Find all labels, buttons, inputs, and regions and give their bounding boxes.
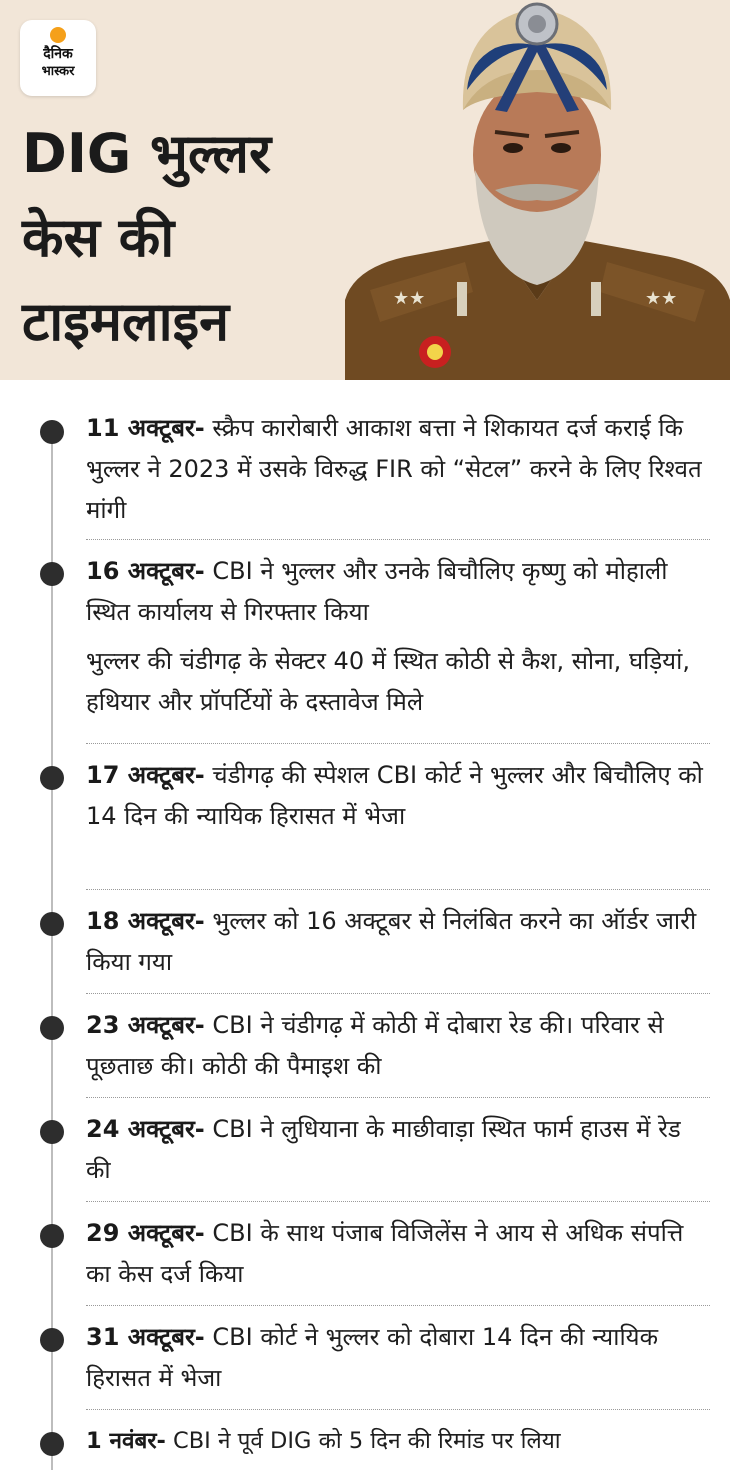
entry-date: 24 अक्टूबर- xyxy=(86,1115,205,1143)
divider xyxy=(86,889,710,890)
entry-text: CBI कोर्ट ने भुल्लर को दोबारा 14 दिन की न्यायिक हिरासत में भेजा xyxy=(86,1323,659,1392)
timeline xyxy=(0,380,730,1484)
title-line-3: टाइमलाइन xyxy=(22,290,230,353)
timeline-dot xyxy=(40,420,64,444)
title-line-2: केस की xyxy=(22,206,175,269)
entry-text: CBI ने पूर्व DIG को 5 दिन की रिमांड पर लिया xyxy=(173,1428,561,1454)
timeline-entry-6 xyxy=(86,1109,710,1191)
entry-text: CBI ने चंडीगढ़ में कोठी में दोबारा रेड की। परिवार से पूछताछ की। कोठी की पैमाइश की xyxy=(86,1011,664,1080)
divider xyxy=(86,1097,710,1098)
entry-text: CBI ने भुल्लर और उनके बिचौलिए कृष्णु को मोहाली स्थित कार्यालय से गिरफ्तार किया xyxy=(86,557,668,626)
entry-date: 29 अक्टूबर- xyxy=(86,1219,205,1247)
entry-text: स्क्रैप कारोबारी आकाश बत्ता ने शिकायत दर्ज कराई कि भुल्लर ने 2023 में उसके विरुद्ध FIR को “सेटल” करने के लिए रिश्वत मांगी xyxy=(86,414,702,524)
divider xyxy=(86,1201,710,1202)
timeline-dot xyxy=(40,1120,64,1144)
timeline-dot xyxy=(40,1224,64,1248)
timeline-dot xyxy=(40,912,64,936)
entry-date: 18 अक्टूबर- xyxy=(86,907,205,935)
timeline-dot xyxy=(40,1328,64,1352)
svg-text:★★: ★★ xyxy=(393,288,426,309)
svg-text:★★: ★★ xyxy=(645,288,678,309)
timeline-entry-4 xyxy=(86,901,710,983)
entry-text: CBI ने लुधियाना के माछीवाड़ा स्थित फार्म हाउस में रेड की xyxy=(86,1115,681,1184)
divider xyxy=(86,1305,710,1306)
timeline-dot xyxy=(40,1432,64,1456)
entry-date: 16 अक्टूबर- xyxy=(86,557,205,585)
divider xyxy=(86,539,710,540)
officer-portrait xyxy=(345,0,730,380)
divider xyxy=(86,743,710,744)
entry-date: 17 अक्टूबर- xyxy=(86,761,205,789)
sun-icon xyxy=(50,27,66,43)
entry-extra-text: भुल्लर की चंडीगढ़ के सेक्टर 40 में स्थित कोठी से कैश, सोना, घड़ियां, हथियार और प्रॉपर्टियों के दस्तावेज मिले xyxy=(86,647,690,716)
timeline-entry-7 xyxy=(86,1213,710,1295)
entry-text: चंडीगढ़ की स्पेशल CBI कोर्ट ने भुल्लर और बिचौलिए को 14 दिन की न्यायिक हिरासत में भेजा xyxy=(86,761,703,830)
timeline-entry-5 xyxy=(86,1005,710,1087)
divider xyxy=(86,1409,710,1410)
header-banner xyxy=(0,0,730,380)
timeline-dot xyxy=(40,1016,64,1040)
timeline-entry-8 xyxy=(86,1317,710,1399)
entry-date: 11 अक्टूबर- xyxy=(86,414,205,442)
title-line-1: DIG भुल्लर xyxy=(22,122,272,185)
logo-text-line2: भास्कर xyxy=(41,64,75,79)
dainik-bhaskar-logo xyxy=(20,20,96,96)
page-title xyxy=(22,112,352,364)
timeline-dot xyxy=(40,562,64,586)
entry-date: 31 अक्टूबर- xyxy=(86,1323,205,1351)
entry-text: CBI के साथ पंजाब विजिलेंस ने आय से अधिक संपत्ति का केस दर्ज किया xyxy=(86,1219,684,1288)
entry-date: 23 अक्टूबर- xyxy=(86,1011,205,1039)
divider xyxy=(86,993,710,994)
timeline-entry-3 xyxy=(86,755,710,837)
timeline-entry-9 xyxy=(86,1421,710,1462)
entry-date: 1 नवंबर- xyxy=(86,1428,166,1454)
logo-text-line1: दैनिक xyxy=(43,46,73,62)
timeline-entry-1 xyxy=(86,408,710,531)
timeline-dot xyxy=(40,766,64,790)
timeline-entry-2 xyxy=(86,551,710,723)
entry-text: भुल्लर को 16 अक्टूबर से निलंबित करने का ऑर्डर जारी किया गया xyxy=(86,907,697,976)
